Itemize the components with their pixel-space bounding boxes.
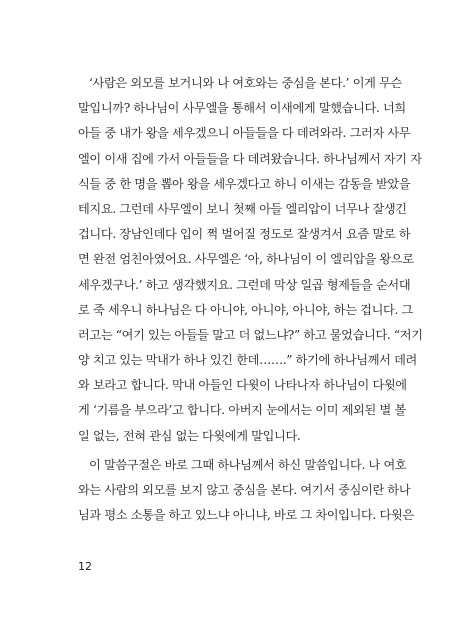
text-line: 식들 중 한 명을 뽑아 왕을 세우겠다고 하니 이새는 감동을 받았을	[78, 176, 411, 191]
text-line: 님과 평소 소통을 하고 있느냐 아니냐, 바로 그 차이입니다. 다윗은	[78, 508, 414, 523]
text-line: 와 보라고 합니다. 막내 아들인 다윗이 나타나자 하나님이 다윗에	[78, 378, 407, 393]
text-line: 면 완전 엄친아였어요. 사무엘은 ‘아, 하나님이 이 엘리압을 왕으로	[78, 252, 414, 267]
paragraph-2	[78, 453, 414, 529]
text-line: 러고는 “여기 있는 아들들 말고 더 없느냐?” 하고 물었습니다. “저기	[78, 327, 423, 342]
text-line: ‘사람은 외모를 보거니와 나 여호와는 중심을 본다.’ 이게 무슨	[89, 76, 402, 90]
page-number: 12	[78, 560, 92, 573]
text-line: 테지요. 그런데 사무엘이 보니 첫째 아들 엘리압이 너무나 잘생긴	[78, 201, 407, 216]
text-line: 와는 사람의 외모를 보지 않고 중심을 본다. 여기서 중심이란 하나	[78, 483, 411, 497]
text-line: 엘이 이새 집에 가서 아들들을 다 데려왔습니다. 하나님께서 자기 자	[78, 151, 422, 166]
text-line: 아들 중 내가 왕을 세우겠으니 아들들을 다 데려와라. 그러자 사무	[78, 126, 411, 141]
text-line: 양 치고 있는 막내가 하나 있긴 한데…….” 하기에 하나님께서 데려	[78, 353, 417, 368]
body-text	[78, 71, 423, 528]
text-line: 로 죽 세우니 하나님은 다 아니야, 아니야, 아니야, 하는 겁니다. 그	[78, 302, 413, 317]
text-line: 이 말씀구절은 바로 그때 하나님께서 하신 말씀입니다. 나 여호	[89, 457, 407, 472]
text-line: 겁니다. 장남인데다 입이 쩍 벌어질 정도로 잘생겨서 요즘 말로 하	[78, 227, 411, 242]
text-line: 일 없는, 전혀 관심 없는 다윗에게 말입니다.	[78, 428, 301, 443]
text-line: 세우겠구나.’ 하고 생각했지요. 그런데 막상 일곱 형제들을 순서대	[78, 277, 411, 292]
text-line: 게 ‘기름을 부으라’고 합니다. 아버지 눈에서는 이미 제외된 별 볼	[78, 403, 406, 418]
text-line: 말입니까? 하나님이 사무엘을 통해서 이새에게 말했습니다. 너희	[78, 101, 406, 116]
paragraph-1	[78, 71, 423, 449]
